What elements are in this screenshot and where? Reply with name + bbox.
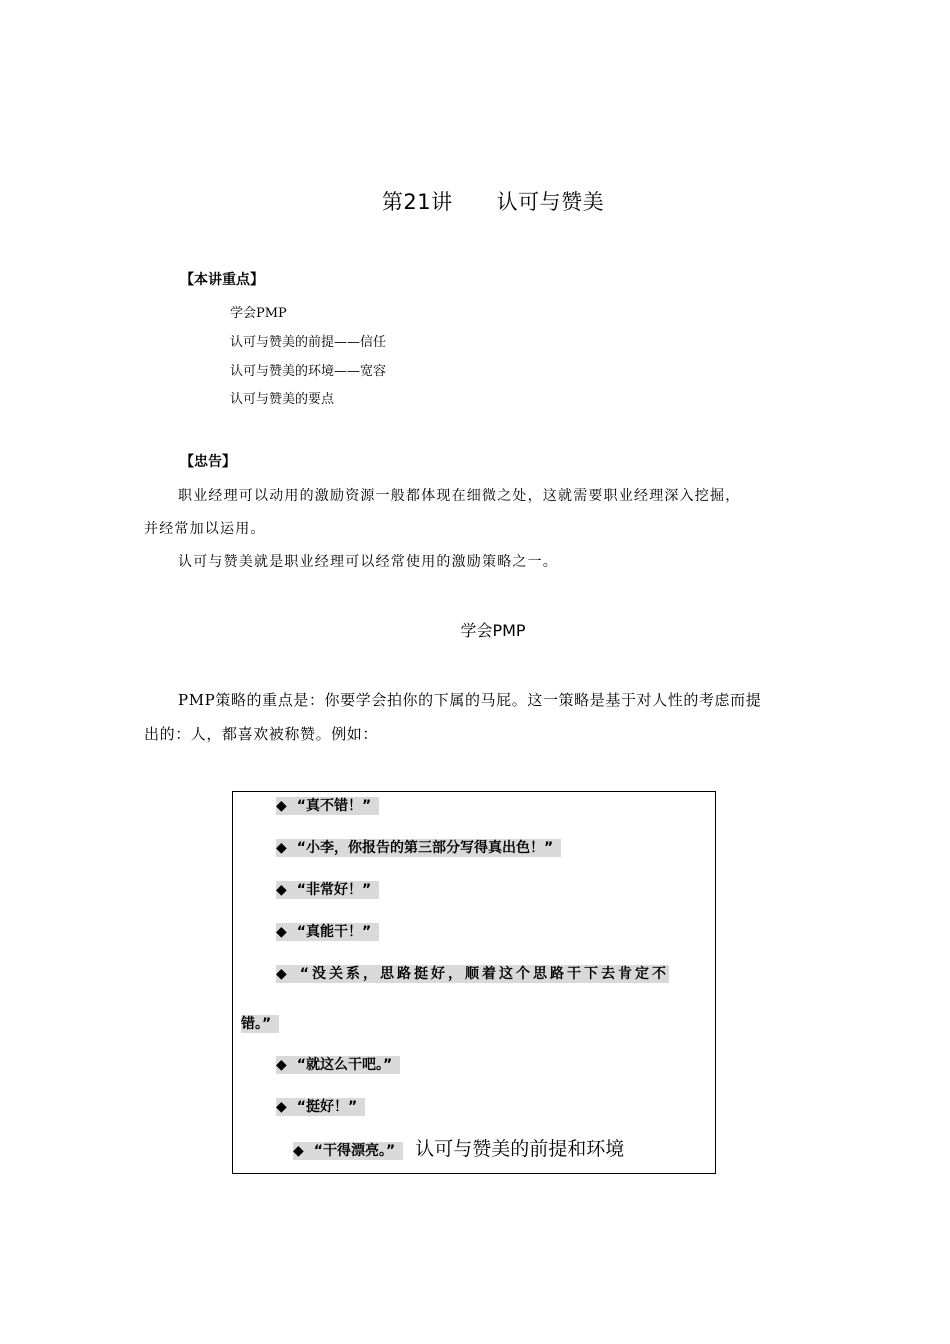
diamond-bullet-icon: ◆ bbox=[276, 840, 287, 856]
diamond-bullet-icon: ◆ bbox=[276, 966, 290, 982]
quote-item bbox=[276, 963, 669, 983]
section-title: 学会PMP bbox=[460, 621, 526, 640]
diamond-bullet-icon: ◆ bbox=[276, 1057, 287, 1073]
lecture-number: 第21讲 bbox=[381, 190, 453, 214]
diamond-bullet-icon: ◆ bbox=[276, 1099, 287, 1115]
quote-text: “干得漂亮。” bbox=[313, 1143, 396, 1159]
key-point-item: 认可与赞美的要点 bbox=[230, 392, 335, 407]
diamond-bullet-icon: ◆ bbox=[276, 798, 287, 814]
quote-continuation bbox=[241, 1013, 279, 1033]
quote-text: “非常好！” bbox=[296, 882, 372, 898]
lecture-topic: 认可与赞美 bbox=[496, 190, 605, 214]
key-point-item: 认可与赞美的前提——信任 bbox=[230, 335, 387, 350]
quote-item bbox=[276, 1096, 365, 1116]
section-body-line: 出的：人，都喜欢被称赞。例如： bbox=[144, 725, 379, 743]
quote-item bbox=[293, 1134, 624, 1161]
advice-paragraph-line: 职业经理可以动用的激励资源一般都体现在细微之处，这就需要职业经理深入挖掘， bbox=[178, 488, 741, 504]
quote-text: “就这么干吧。” bbox=[296, 1057, 393, 1073]
quote-item bbox=[276, 921, 379, 941]
next-section-heading: 认可与赞美的前提和环境 bbox=[415, 1138, 625, 1160]
quote-item bbox=[276, 1054, 400, 1074]
quote-text: “真能干！” bbox=[296, 924, 372, 940]
quote-text: “真不错！” bbox=[296, 798, 372, 814]
key-points-heading: 【本讲重点】 bbox=[180, 272, 264, 288]
quote-text: “小李，你报告的第三部分写得真出色！” bbox=[296, 840, 554, 856]
key-point-item: 认可与赞美的环境——宽容 bbox=[230, 364, 387, 379]
advice-paragraph: 认可与赞美就是职业经理可以经常使用的激励策略之一。 bbox=[178, 554, 558, 570]
quote-text: 错。” bbox=[241, 1016, 272, 1032]
quote-item bbox=[276, 879, 379, 899]
diamond-bullet-icon: ◆ bbox=[276, 924, 287, 940]
diamond-bullet-icon: ◆ bbox=[276, 882, 287, 898]
quote-text: “挺好！” bbox=[296, 1099, 358, 1115]
diamond-bullet-icon: ◆ bbox=[293, 1143, 304, 1159]
advice-heading: 【忠告】 bbox=[180, 454, 236, 470]
quote-item bbox=[276, 795, 379, 815]
quote-text: “没关系，思路挺好，顺着这个思路干下去肯定不 bbox=[299, 966, 669, 982]
key-point-item: 学会PMP bbox=[230, 306, 287, 321]
quote-item bbox=[276, 837, 561, 857]
page-title bbox=[0, 186, 950, 216]
advice-paragraph-line: 并经常加以运用。 bbox=[144, 521, 266, 537]
section-body-line: PMP策略的重点是：你要学会拍你的下属的马屁。这一策略是基于对人性的考虑而提 bbox=[178, 691, 762, 709]
